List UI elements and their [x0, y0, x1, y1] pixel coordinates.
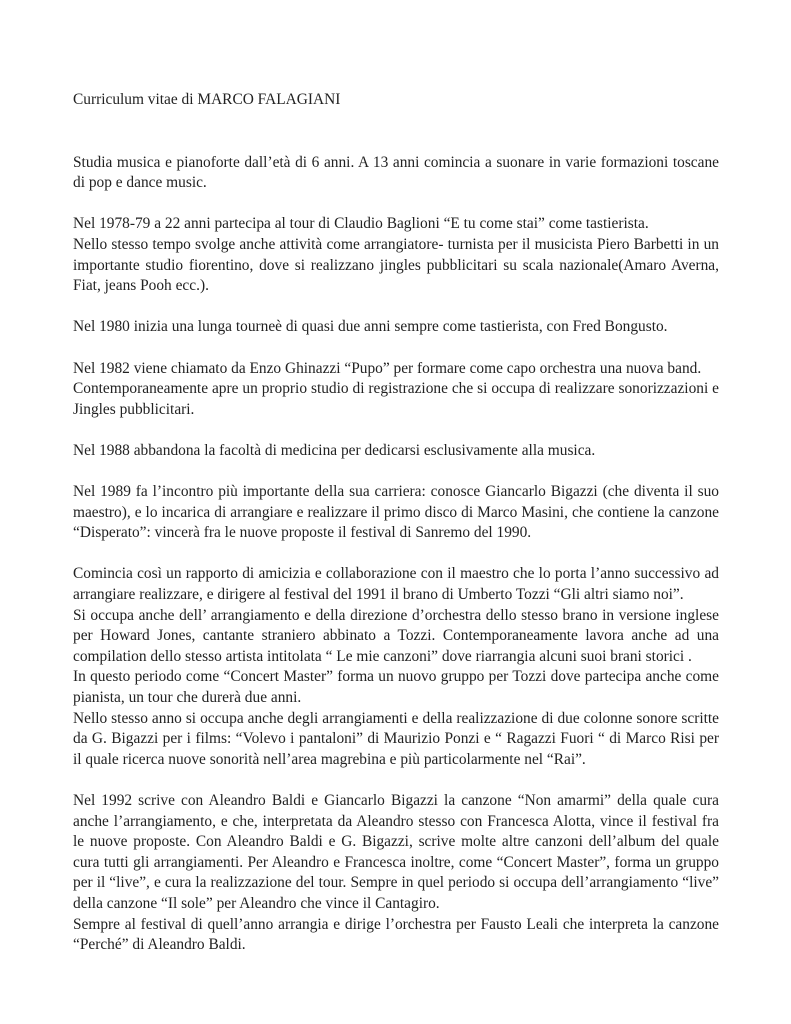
paragraph-line: Nello stesso anno si occupa anche degli arrangiamenti e della realizzazione di due colonne sonore scritte da G. Bigazzi per i films: “Volevo i pantaloni” di Maurizio Ponzi e “ Ragazzi Fuori “ di Marco Risi per il quale ricerca nuove sonorità nell’area magrebina e più particolarmente nel “Rai”. — [73, 709, 719, 768]
document-page — [73, 90, 719, 976]
paragraph-line: Nello stesso tempo svolge anche attività come arrangiatore- turnista per il musicista Piero Barbetti in un importante studio fiorentino, dove si realizzano jingles pubblicitari su scala nazionale(Amaro Averna, Fiat, jeans Pooh ecc.). — [73, 235, 719, 295]
paragraph-1988-music — [73, 441, 719, 462]
paragraph-line: Nel 1992 scrive con Aleandro Baldi e Giancarlo Bigazzi la canzone “Non amarmi” della quale cura anche l’arrangiamento, e che, interpretata da Aleandro stesso con Francesca Alotta, vince il festival fra le nuove proposte. Con Aleandro Baldi e G. Bigazzi, scrive molte altre canzoni dell’album del quale cura tutti gli arrangiamenti. Per Aleandro e Francesca inoltre, come “Concert Master”, forma un gruppo per il “live”, e cura la realizzazione del tour. Sempre in quel periodo si occupa dell’arrangiamento “live” della canzone “Il sole” per Aleandro che vince il Cantagiro. — [73, 792, 719, 912]
paragraph-1980-bongusto — [73, 317, 719, 338]
paragraph-line: Si occupa anche dell’ arrangiamento e della direzione d’orchestra dello stesso brano in versione inglese per Howard Jones, cantante straniero abbinato a Tozzi. Contemporaneamente lavora anche ad una compilation dello stesso artista intitolata “ Le mie canzoni” dove riarrangia alcuni suoi brani storici . — [73, 606, 719, 665]
paragraph-1982-pupo — [73, 359, 719, 421]
paragraph-early-studies — [73, 153, 719, 194]
paragraph-line: Nel 1988 abbandona la facoltà di medicina per dedicarsi esclusivamente alla musica. — [73, 441, 596, 459]
paragraph-1991-tozzi — [73, 564, 719, 770]
paragraph-line: Nel 1980 inizia una lunga tourneè di quasi due anni sempre come tastierista, con Fred Bongusto. — [73, 318, 668, 336]
paragraph-line: Nel 1978-79 a 22 anni partecipa al tour di Claudio Baglioni “E tu come stai” come tastierista. — [73, 215, 649, 233]
paragraph-line: Nel 1982 viene chiamato da Enzo Ghinazzi “Pupo” per formare come capo orchestra una nuova band. — [73, 359, 702, 377]
document-title: Curriculum vitae di MARCO FALAGIANI — [73, 91, 341, 108]
paragraph-line: Sempre al festival di quell’anno arrangia e dirige l’orchestra per Fausto Leali che interpreta la canzone “Perché” di Aleandro Baldi. — [73, 915, 719, 954]
paragraph-1992-baldi — [73, 791, 719, 956]
paragraph-line: Contemporaneamente apre un proprio studio di registrazione che si occupa di realizzare sonorizzazioni e Jingles pubblicitari. — [73, 380, 719, 418]
paragraph-1989-bigazzi — [73, 482, 719, 544]
paragraph-line: Nel 1989 fa l’incontro più importante della sua carriera: conosce Giancarlo Bigazzi (che diventa il suo maestro), e lo incarica di arrangiare e realizzare il primo disco di Marco Masini, che contiene la canzone “Disperato”: vincerà fra le nuove proposte il festival di Sanremo del 1990. — [73, 483, 719, 542]
paragraph-line: In questo periodo come “Concert Master” forma un nuovo gruppo per Tozzi dove partecipa anche come pianista, un tour che durerà due anni. — [73, 668, 719, 707]
paragraph-line: Studia musica e pianoforte dall’età di 6 anni. A 13 anni comincia a suonare in varie formazioni toscane di pop e dance music. — [73, 153, 719, 192]
paragraph-1978-baglioni — [73, 214, 719, 296]
paragraph-line: Comincia così un rapporto di amicizia e collaborazione con il maestro che lo porta l’anno successivo ad arrangiare realizzare, e dirigere al festival del 1991 il brano di Umberto Tozzi “Gli altri siamo noi”. — [73, 565, 719, 604]
